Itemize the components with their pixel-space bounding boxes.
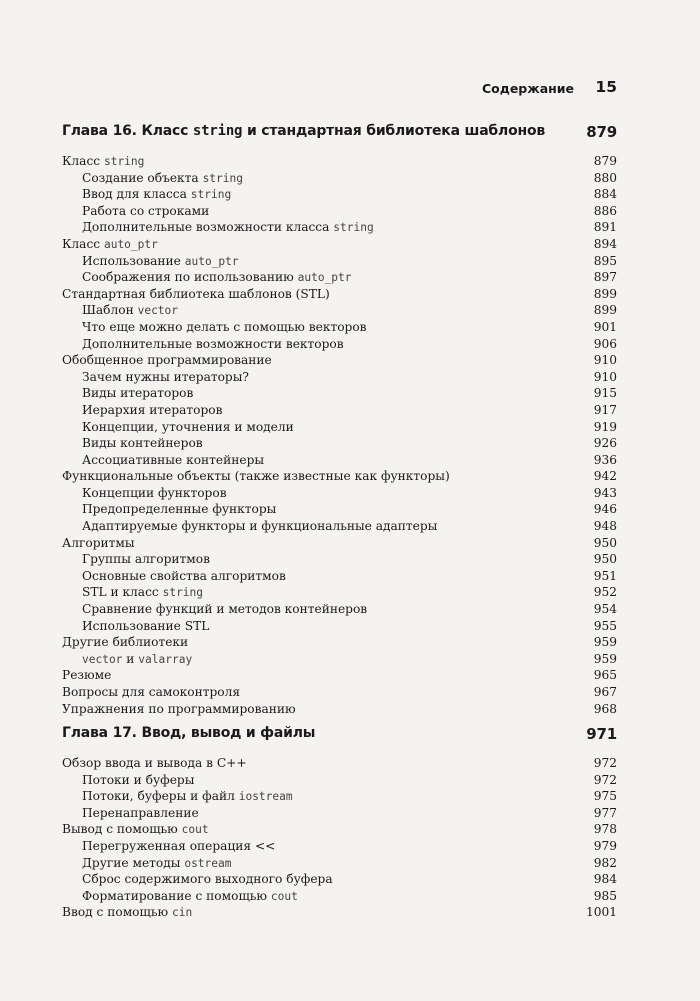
page-number: 15	[595, 78, 617, 96]
toc-entry[interactable]	[62, 667, 617, 684]
entry-code: iostream	[238, 790, 293, 804]
toc-entry[interactable]	[62, 788, 617, 805]
entry-page: 972	[593, 772, 617, 787]
toc-entry[interactable]	[62, 419, 617, 436]
entry-text: Ассоциативные контейнеры	[82, 452, 265, 467]
toc-entry[interactable]	[62, 518, 617, 535]
toc-entry[interactable]	[62, 584, 617, 601]
entry-text: Шаблон	[82, 303, 138, 318]
entry-page: 901	[593, 319, 617, 334]
entry-page: 897	[593, 270, 617, 285]
entry-page: 972	[593, 756, 617, 770]
toc-entry[interactable]	[62, 684, 617, 701]
entry-code-2: valarray	[138, 652, 193, 666]
entry-page: 894	[593, 236, 617, 251]
toc-entry[interactable]	[62, 501, 617, 518]
running-head-title: Содержание	[481, 81, 574, 96]
toc-entry[interactable]	[62, 385, 617, 402]
entry-page: 967	[593, 685, 617, 699]
entry-page: 926	[593, 436, 617, 451]
entry-text: Использование	[82, 253, 185, 268]
toc-entry[interactable]	[62, 269, 617, 286]
toc-entries	[62, 755, 617, 921]
entry-text: Зачем нужны итераторы?	[82, 369, 249, 384]
chapter-title-text: Глава 16. Класс	[62, 123, 193, 139]
toc-entry[interactable]	[62, 286, 617, 303]
entry-page: 985	[593, 888, 617, 903]
entry-code: cout	[270, 889, 298, 903]
toc-entry[interactable]	[62, 651, 617, 668]
entry-text: Другие методы	[82, 855, 185, 870]
entry-page: 948	[593, 519, 617, 534]
entry-code: vector	[137, 304, 179, 318]
entry-text: Потоки и буферы	[82, 772, 195, 787]
entry-page: 943	[593, 485, 617, 500]
entry-text: Ввод для класса	[82, 187, 191, 202]
toc-entry[interactable]	[62, 319, 617, 336]
entry-code: string	[162, 586, 204, 600]
toc-entry[interactable]	[62, 485, 617, 502]
entry-page: 959	[593, 651, 617, 666]
toc-entry[interactable]	[62, 153, 617, 170]
entry-text: Обобщенное программирование	[62, 353, 272, 368]
entry-page: 906	[593, 336, 617, 351]
chapter-title-text-after: и стандартная библиотека шаблонов	[242, 123, 546, 139]
entry-text: Обзор ввода и вывода в C++	[62, 756, 247, 770]
entry-text: Сравнение функций и методов контейнеров	[82, 602, 368, 617]
entry-text: Виды контейнеров	[82, 436, 203, 451]
entry-text: Что еще можно делать с помощью векторов	[82, 319, 367, 334]
entry-code: string	[190, 188, 232, 202]
entry-text: Создание объекта	[82, 170, 203, 185]
entry-code: vector	[82, 652, 123, 666]
entry-page: 982	[593, 855, 617, 870]
entry-text: Упражнения по программированию	[62, 701, 296, 716]
entry-text: Соображения по использованию	[82, 270, 298, 285]
toc-entry[interactable]	[62, 369, 617, 386]
entry-page: 899	[593, 303, 617, 318]
entry-page: 899	[593, 286, 617, 301]
toc-entry[interactable]	[62, 468, 617, 485]
toc-entry[interactable]	[62, 402, 617, 419]
entry-page: 965	[593, 668, 617, 683]
entry-text: Вопросы для самоконтроля	[62, 685, 241, 699]
entry-text: Основные свойства алгоритмов	[82, 568, 286, 583]
chapter-heading	[62, 123, 617, 145]
chapter-page: 879	[586, 123, 617, 141]
toc-entry[interactable]	[62, 634, 617, 651]
toc-entry[interactable]	[62, 535, 617, 552]
entry-text: Функциональные объекты (также известные как функторы)	[62, 469, 450, 484]
entry-text: Форматирование с помощью	[82, 888, 271, 903]
entry-text: Резюме	[62, 668, 112, 683]
entry-page: 952	[593, 585, 617, 600]
entry-text: Алгоритмы	[62, 535, 135, 550]
toc-entry[interactable]	[62, 755, 617, 772]
entry-page: 936	[593, 452, 617, 467]
entry-page: 978	[593, 822, 617, 837]
entry-text: Стандартная библиотека шаблонов (STL)	[62, 286, 330, 301]
toc-entry[interactable]	[62, 170, 617, 187]
entry-page: 975	[593, 789, 617, 804]
entry-text: Перенаправление	[82, 805, 199, 820]
entry-text: Другие библиотеки	[62, 635, 189, 650]
toc-entry[interactable]	[62, 551, 617, 568]
toc-entry[interactable]	[62, 871, 617, 888]
toc-entry[interactable]	[62, 219, 617, 236]
toc-entry[interactable]	[62, 452, 617, 469]
toc-entry[interactable]	[62, 302, 617, 319]
entry-page: 910	[593, 353, 617, 368]
entry-text-after: и	[122, 651, 139, 666]
entry-page: 942	[593, 469, 617, 484]
entry-text: Дополнительные возможности векторов	[82, 336, 344, 351]
toc-entry[interactable]	[62, 336, 617, 353]
entry-page: 884	[593, 187, 617, 202]
entry-text: Группы алгоритмов	[82, 552, 210, 567]
entry-code: string	[202, 171, 243, 185]
toc-entry[interactable]	[62, 435, 617, 452]
entry-code: cout	[181, 823, 209, 837]
toc-entry[interactable]	[62, 601, 617, 618]
entry-text: Дополнительные возможности класса	[82, 220, 334, 235]
entry-code: auto_ptr	[103, 237, 158, 251]
entry-page: 946	[593, 502, 617, 517]
entry-page: 891	[593, 220, 617, 235]
entry-page: 915	[593, 386, 617, 401]
chapter-page: 971	[586, 725, 617, 743]
entry-page: 979	[593, 838, 617, 853]
entry-page: 954	[593, 602, 617, 617]
entry-page: 977	[593, 805, 617, 820]
entry-text: Адаптируемые функторы и функциональные адаптеры	[82, 519, 438, 534]
entry-page: 895	[593, 253, 617, 268]
entry-page: 1001	[585, 905, 617, 920]
entry-page: 917	[593, 402, 617, 417]
entry-text: Потоки, буферы и файл	[82, 789, 239, 804]
chapter-title	[62, 725, 315, 741]
toc-entry[interactable]	[62, 253, 617, 270]
chapter-title-code: string	[192, 123, 243, 139]
entry-code: auto_ptr	[184, 254, 239, 268]
chapter-title	[62, 123, 545, 139]
entry-page: 910	[593, 369, 617, 384]
entry-text: Концепции, уточнения и модели	[82, 419, 294, 434]
toc-entry[interactable]	[62, 352, 617, 369]
entry-page: 880	[593, 170, 617, 185]
chapter-17	[62, 725, 617, 921]
entry-text: Перегруженная операция <<	[82, 838, 276, 853]
toc-entry[interactable]	[62, 805, 617, 822]
entry-text: Класс	[62, 154, 104, 168]
toc-entry[interactable]	[62, 186, 617, 203]
entry-page: 984	[593, 872, 617, 887]
toc-entry[interactable]	[62, 888, 617, 905]
entry-code: string	[103, 155, 145, 168]
entry-page: 951	[593, 568, 617, 583]
toc-entry[interactable]	[62, 568, 617, 585]
entry-text: Класс	[62, 236, 104, 251]
entry-code: ostream	[184, 856, 232, 870]
entry-code: string	[333, 221, 374, 235]
entry-page: 919	[593, 419, 617, 434]
entry-code: cin	[171, 906, 193, 920]
entry-code: auto_ptr	[297, 271, 352, 285]
entry-page: 950	[593, 535, 617, 550]
toc-entry[interactable]	[62, 203, 617, 220]
toc-entry[interactable]	[62, 904, 617, 921]
entry-page: 886	[593, 203, 617, 218]
entry-text: Концепции функторов	[82, 485, 227, 500]
entry-page: 950	[593, 552, 617, 567]
toc-entry[interactable]	[62, 855, 617, 872]
entry-text: Виды итераторов	[82, 386, 194, 401]
toc-entry[interactable]	[62, 772, 617, 789]
toc-entries	[62, 153, 617, 717]
entry-text: Предопределенные функторы	[82, 502, 277, 517]
entry-text: Вывод с помощью	[62, 822, 182, 837]
running-head	[0, 78, 617, 100]
toc-entry[interactable]	[62, 236, 617, 253]
chapter-title-text: Глава 17. Ввод, вывод и файлы	[62, 725, 316, 741]
toc-entry[interactable]	[62, 701, 617, 718]
entry-text: STL и класс	[82, 585, 163, 600]
entry-page: 879	[593, 154, 617, 168]
chapter-16	[62, 123, 617, 717]
chapter-heading	[62, 725, 617, 747]
toc-entry[interactable]	[62, 618, 617, 635]
entry-page: 959	[593, 635, 617, 650]
toc-entry[interactable]	[62, 838, 617, 855]
entry-text: Сброс содержимого выходного буфера	[82, 872, 333, 887]
entry-page: 955	[593, 618, 617, 633]
entry-text: Использование STL	[82, 618, 210, 633]
toc-entry[interactable]	[62, 821, 617, 838]
entry-page: 968	[593, 701, 617, 716]
entry-text: Работа со строками	[82, 203, 210, 218]
entry-text: Иерархия итераторов	[82, 402, 223, 417]
entry-text: Ввод с помощью	[62, 905, 172, 920]
